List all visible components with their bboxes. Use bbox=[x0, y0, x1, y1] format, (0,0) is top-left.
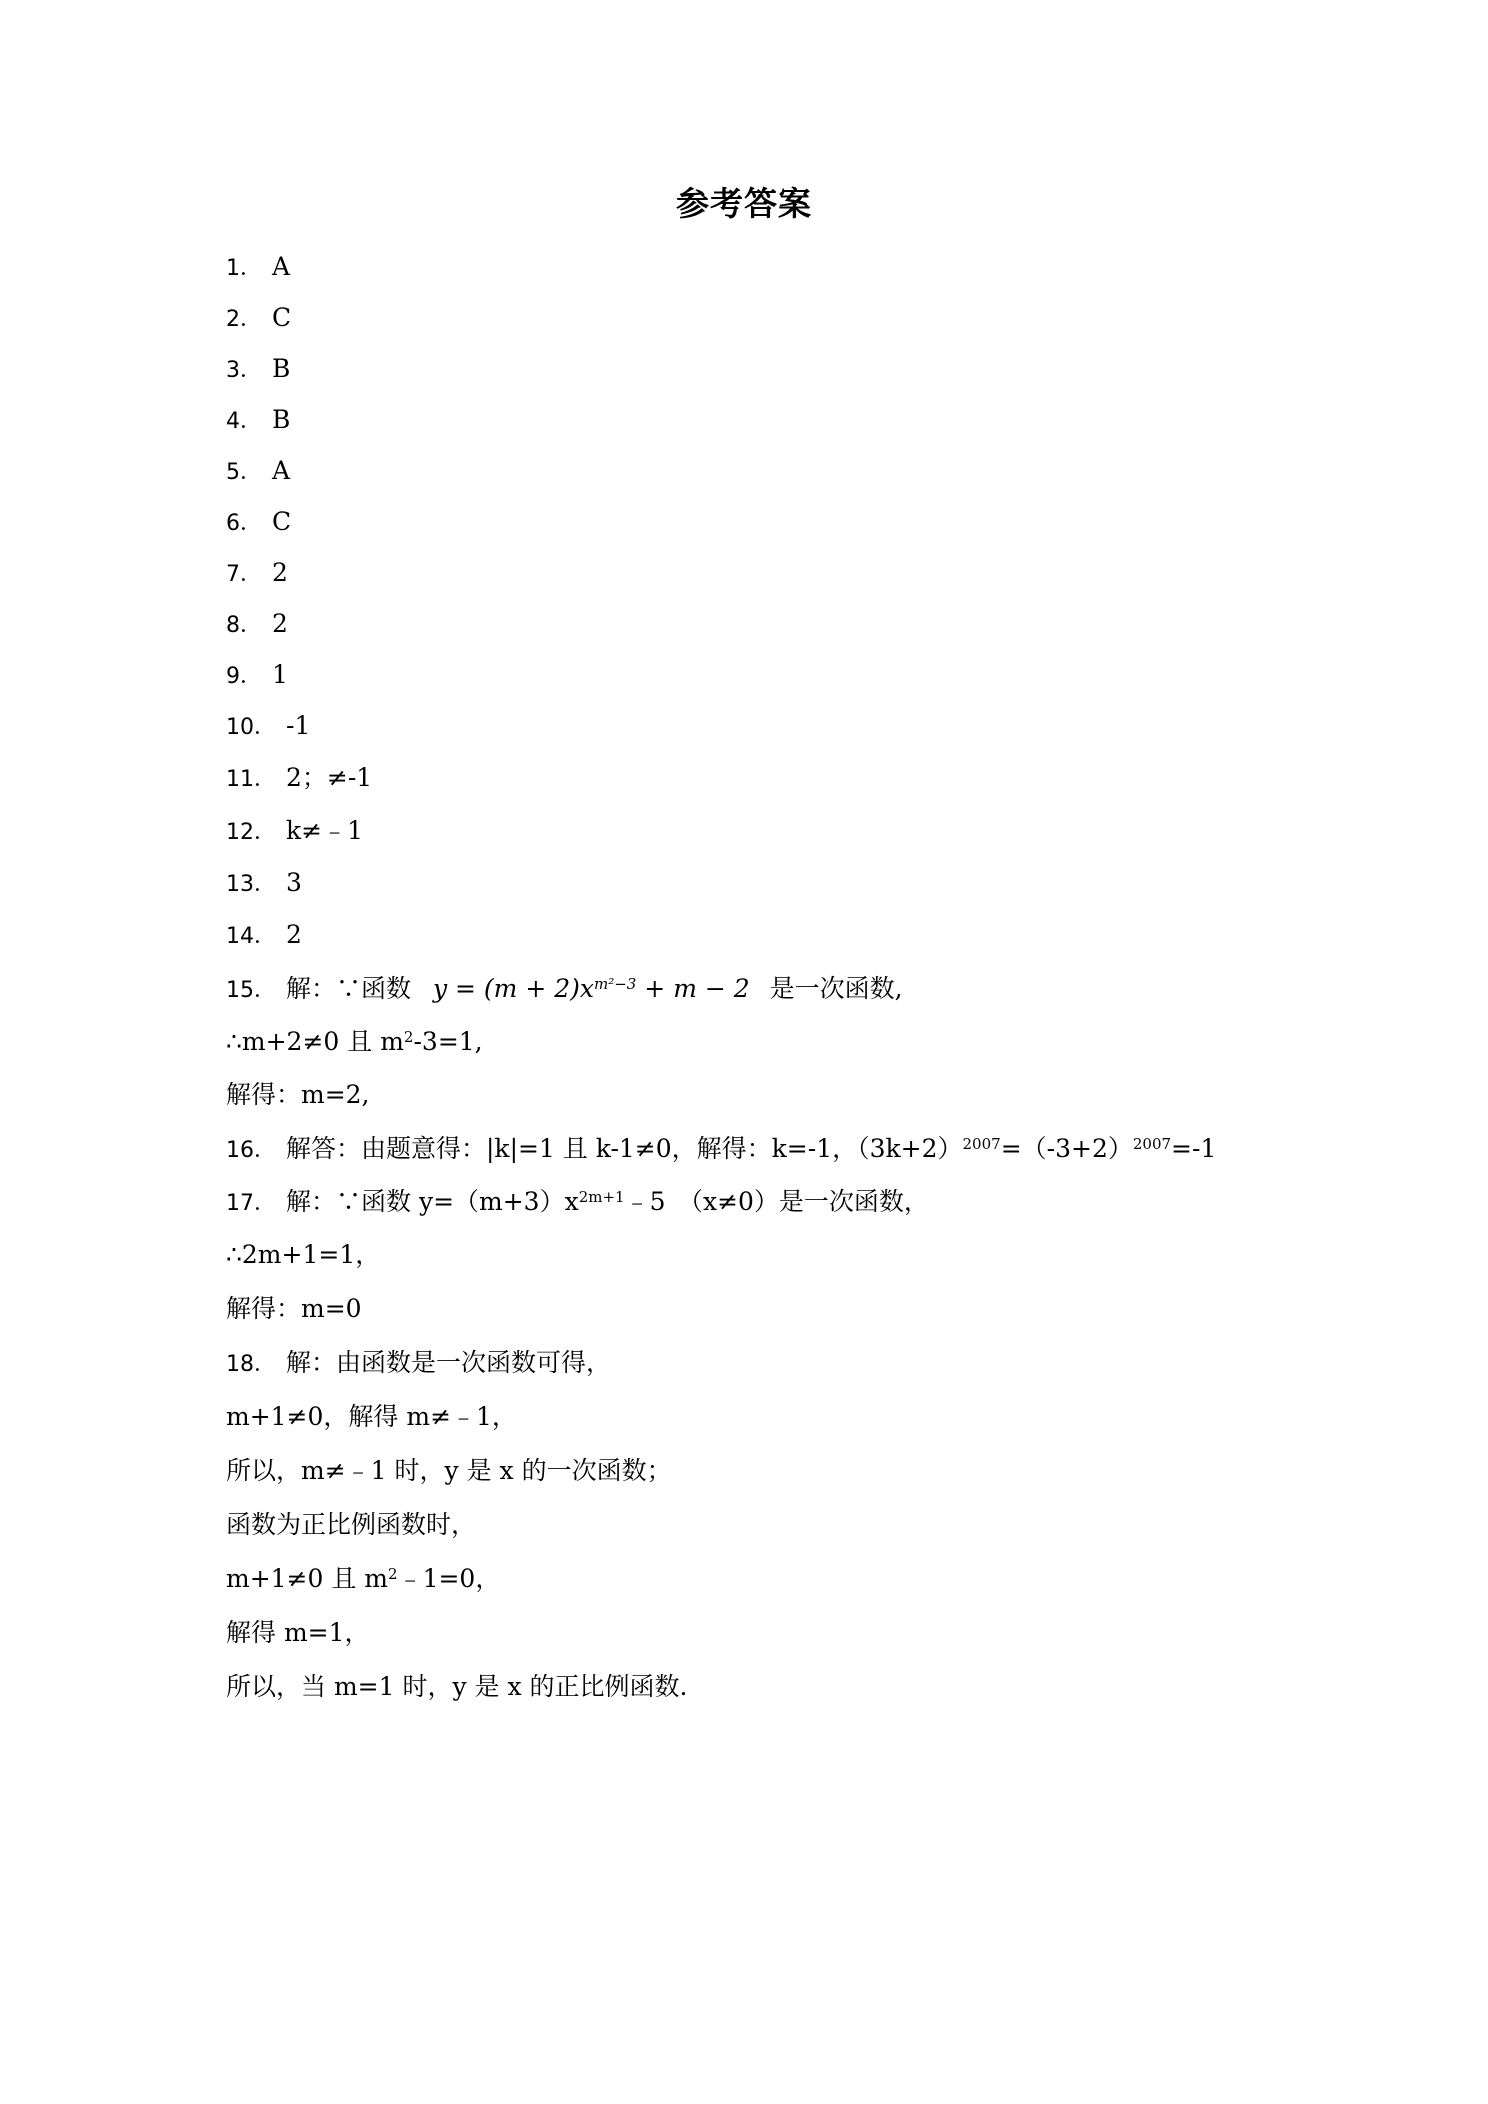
answer-value: -1 bbox=[286, 711, 311, 740]
answer-number: 15． bbox=[226, 978, 276, 1003]
answer-number: 3． bbox=[226, 358, 262, 383]
answer-number: 1． bbox=[226, 256, 262, 281]
q15-line2 bbox=[226, 1025, 483, 1059]
q18-line5-text: m+1≠0 且 m bbox=[226, 1564, 389, 1593]
answer-number: 12． bbox=[226, 820, 276, 845]
page-title: 参考答案 bbox=[676, 184, 812, 223]
q18-line4: 函数为正比例函数时， bbox=[226, 1510, 477, 1539]
q18-line5-sup: 2 bbox=[388, 1564, 398, 1583]
answer-number: 14． bbox=[226, 924, 276, 949]
answer-number: 6． bbox=[226, 511, 262, 536]
q16-sup1: 2007 bbox=[962, 1134, 1001, 1153]
answer-row bbox=[226, 505, 291, 541]
answer-row bbox=[226, 814, 363, 850]
q17-sup: 2m+1 bbox=[578, 1187, 625, 1206]
answer-row bbox=[226, 250, 290, 286]
answer-number: 2． bbox=[226, 307, 262, 332]
answer-row bbox=[226, 352, 290, 388]
q16-text3: =-1 bbox=[1171, 1134, 1217, 1163]
answer-number: 16． bbox=[226, 1138, 276, 1163]
q15-formula bbox=[433, 974, 750, 1003]
q15-formula-exponent: m²−3 bbox=[594, 974, 637, 993]
answer-row bbox=[226, 761, 372, 797]
q16-line bbox=[226, 1132, 1216, 1168]
q18-line1-text: 解：由函数是一次函数可得， bbox=[286, 1348, 612, 1377]
answer-value: B bbox=[272, 354, 291, 383]
answer-number: 8． bbox=[226, 613, 262, 638]
q18-line5-tail: ﹣1=0， bbox=[397, 1564, 501, 1593]
answer-value: 2 bbox=[286, 920, 302, 949]
answer-number: 11． bbox=[226, 767, 276, 792]
q15-line2-tail: -3=1, bbox=[413, 1027, 483, 1056]
answer-value: k≠﹣1 bbox=[286, 816, 364, 845]
q18-line2: m+1≠0，解得 m≠﹣1， bbox=[226, 1402, 517, 1431]
answer-row bbox=[226, 658, 288, 694]
answer-value: 2；≠-1 bbox=[286, 763, 373, 792]
q15-formula-tail: + m − 2 bbox=[636, 974, 750, 1003]
answer-value: 2 bbox=[272, 609, 288, 638]
answer-row bbox=[226, 709, 310, 745]
answer-row bbox=[226, 556, 288, 592]
answer-value: A bbox=[272, 252, 291, 281]
answer-row bbox=[226, 403, 290, 439]
q17-line1 bbox=[226, 1185, 929, 1221]
answer-number: 7． bbox=[226, 562, 262, 587]
q18-line5 bbox=[226, 1562, 500, 1596]
q17-line3: 解得：m=0 bbox=[226, 1294, 362, 1323]
answer-value: B bbox=[272, 405, 291, 434]
q15-line2-text: ∴m+2≠0 且 m bbox=[226, 1027, 404, 1056]
answer-row bbox=[226, 301, 291, 337]
answer-value: 3 bbox=[286, 868, 302, 897]
q15-formula-main: y = (m + 2)x bbox=[432, 974, 594, 1003]
answer-value: 1 bbox=[272, 660, 288, 689]
q15-pre: 解：∵函数 bbox=[286, 974, 412, 1003]
answer-number: 9． bbox=[226, 664, 262, 689]
q18-line6: 解得 m=1， bbox=[226, 1618, 370, 1647]
answer-number: 4． bbox=[226, 409, 262, 434]
q17-text2: ﹣5 （x≠0）是一次函数， bbox=[624, 1187, 929, 1216]
q16-text2: =（-3+2） bbox=[1000, 1134, 1133, 1163]
answer-number: 17． bbox=[226, 1191, 276, 1216]
q16-sup2: 2007 bbox=[1132, 1134, 1172, 1153]
q15-line2-sup: 2 bbox=[403, 1027, 414, 1046]
answer-row bbox=[226, 454, 290, 490]
answer-value: C bbox=[272, 507, 292, 536]
answer-row bbox=[226, 918, 302, 954]
answer-value: 2 bbox=[272, 558, 288, 587]
answer-number: 5． bbox=[226, 460, 262, 485]
q18-line1 bbox=[226, 1346, 611, 1382]
q15-post: 是一次函数, bbox=[769, 974, 903, 1003]
answer-row bbox=[226, 607, 288, 643]
q18-line7: 所以，当 m=1 时，y 是 x 的正比例函数. bbox=[226, 1672, 688, 1701]
q15-line3: 解得：m=2, bbox=[226, 1080, 370, 1109]
q17-line2: ∴2m+1=1， bbox=[226, 1240, 381, 1269]
answer-value: C bbox=[272, 303, 292, 332]
answer-row bbox=[226, 866, 302, 902]
q18-line3: 所以，m≠﹣1 时，y 是 x 的一次函数； bbox=[226, 1456, 672, 1485]
q15-line1 bbox=[226, 972, 903, 1008]
answer-number: 13． bbox=[226, 872, 276, 897]
answer-number: 10． bbox=[226, 715, 276, 740]
answer-value: A bbox=[272, 456, 291, 485]
q16-text1: 解答：由题意得：|k|=1 且 k-1≠0，解得：k=-1，（3k+2） bbox=[286, 1134, 963, 1163]
answer-number: 18． bbox=[226, 1352, 276, 1377]
q17-text1: 解：∵函数 y=（m+3）x bbox=[286, 1187, 579, 1216]
